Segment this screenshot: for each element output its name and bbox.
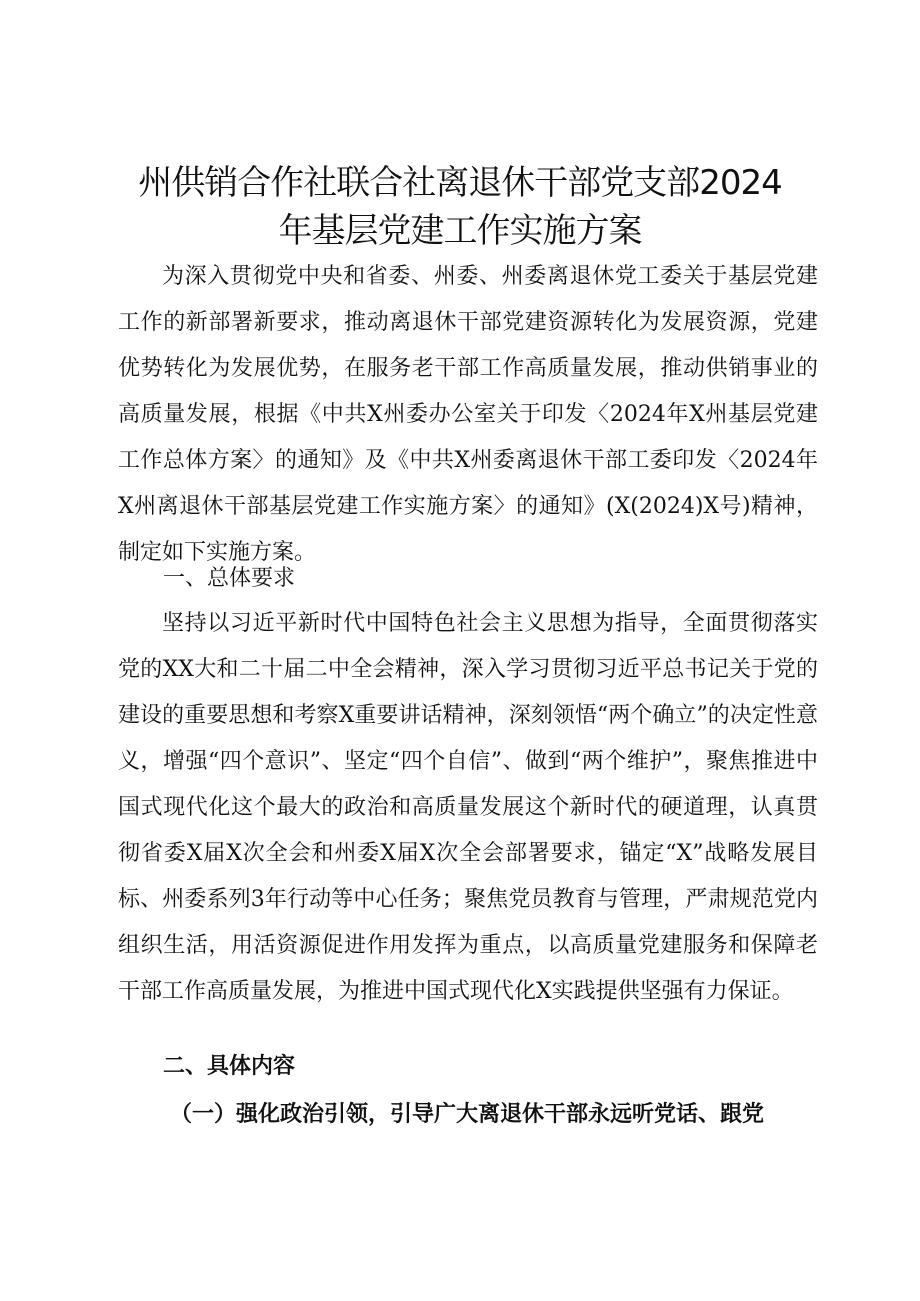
section-1-heading: 一、总体要求 bbox=[163, 566, 296, 591]
intro-paragraph: 为深入贯彻党中央和省委、州委、州委离退休党工委关于基层党建工作的新部署新要求，推动离退休干部党建资源转化为发展资源，党建优势转化为发展优势，在服务老干部工作高质量发展，推动供销事业的高质量发展，根据《中共X州委办公室关于印发〈2024年X州基层党建工作总体方案〉的通知》及《中共X州委离退休干部工委印发〈2024年X州离退休干部基层党建工作实施方案〉的通知》(X(2024)X号)精神，制定如下实施方案。 bbox=[118, 264, 818, 565]
subsection-1-heading: （一）强化政治引领，引导广大离退休干部永远听党话、跟党 bbox=[170, 1101, 765, 1127]
section-1-body-block bbox=[118, 601, 818, 1015]
document-title-line-1: 州供销合作社联合社离退休干部党支部2024 bbox=[138, 163, 782, 203]
document-title-line-2: 年基层党建工作实施方案 bbox=[278, 211, 642, 251]
section-2-heading: 二、具体内容 bbox=[163, 1054, 296, 1079]
intro-paragraph-block bbox=[118, 254, 818, 576]
section-1-paragraph: 坚持以习近平新时代中国特色社会主义思想为指导，全面贯彻落实党的XX大和二十届二中全会精神，深入学习贯彻习近平总书记关于党的建设的重要思想和考察X重要讲话精神，深刻领悟“两个确立”的决定性意义，增强“四个意识”、坚定“四个自信”、做到“两个维护”，聚焦推进中国式现代化这个最大的政治和高质量发展这个新时代的硬道理，认真贯彻省委X届X次全会和州委X届X次全会部署要求，锚定“X”战略发展目标、州委系列3年行动等中心任务；聚焦党员教育与管理，严肃规范党内组织生活，用活资源促进作用发挥为重点，以高质量党建服务和保障老干部工作高质量发展，为推进中国式现代化X实践提供坚强有力保证。 bbox=[118, 611, 818, 1004]
